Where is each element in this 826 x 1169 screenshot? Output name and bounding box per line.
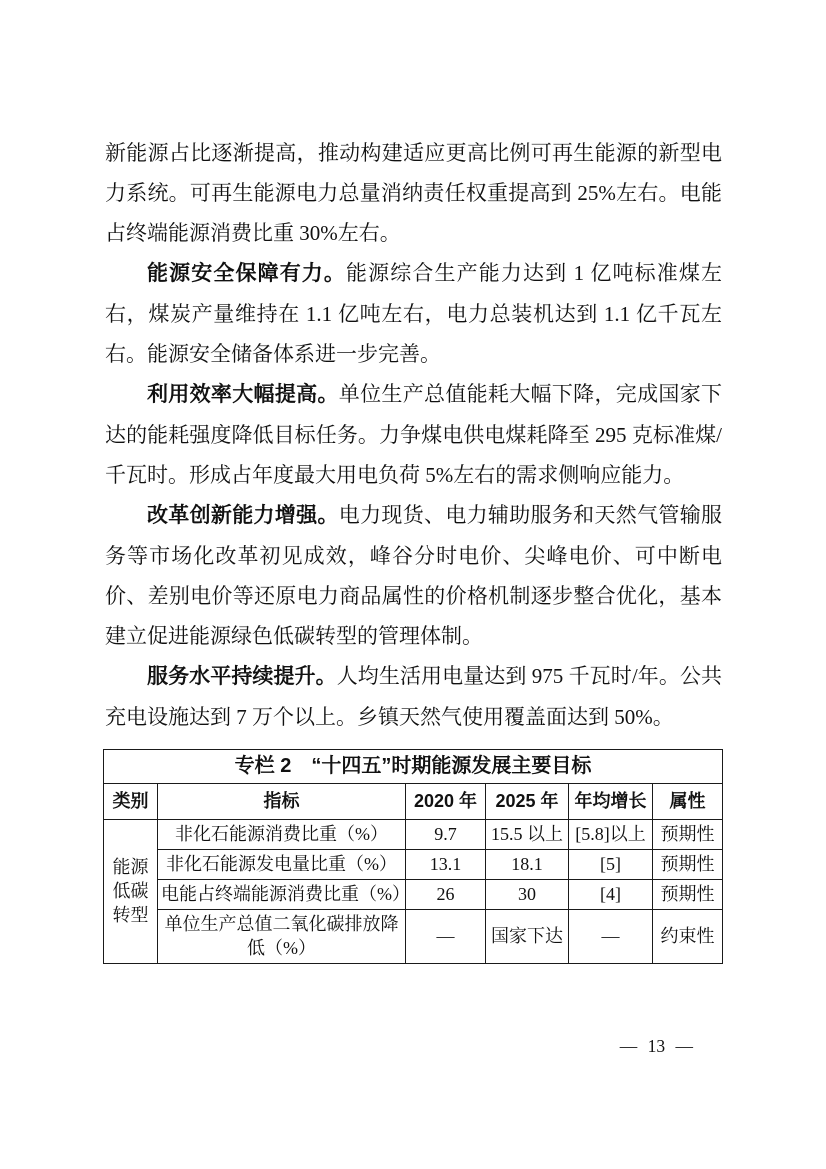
cell-2020: —: [406, 910, 486, 964]
table-row: [104, 910, 723, 964]
cell-2020: 9.7: [406, 820, 486, 850]
cell-attribute: 预期性: [653, 880, 723, 910]
cell-2025: 国家下达: [486, 910, 569, 964]
table-title: 专栏 2 “十四五”时期能源发展主要目标: [104, 750, 723, 784]
col-header-growth: 年均增长: [569, 784, 653, 820]
paragraph-text: 人均生活用电量达到 975 千瓦时/年。公共充电设施达到 7 万个以上。乡镇天然气使用覆盖面达到 50%。: [105, 664, 722, 729]
cell-2020: 13.1: [406, 850, 486, 880]
cell-2025: 30: [486, 880, 569, 910]
cell-2025: 15.5 以上: [486, 820, 569, 850]
col-header-2020: 2020 年: [406, 784, 486, 820]
col-header-indicator: 指标: [158, 784, 406, 820]
paragraph-text: 能源综合生产能力达到 1 亿吨标准煤左右，煤炭产量维持在 1.1 亿吨左右，电力总装机达到 1.1 亿千瓦左右。能源安全储备体系进一步完善。: [105, 261, 723, 366]
document-body: [105, 133, 722, 964]
paragraph-lead: 利用效率大幅提高。: [147, 383, 339, 406]
cell-2020: 26: [406, 880, 486, 910]
paragraph: [105, 374, 722, 495]
paragraph: [105, 253, 722, 374]
table-row: [104, 850, 723, 880]
col-header-attribute: 属性: [653, 784, 723, 820]
paragraph-lead: 服务水平持续提升。: [147, 665, 337, 688]
paragraph: [105, 133, 722, 253]
row-group-label: 能源低碳转型: [104, 820, 158, 964]
paragraph-lead: 改革创新能力增强。: [147, 504, 339, 527]
cell-attribute: 预期性: [653, 820, 723, 850]
paragraph-text: 新能源占比逐渐提高，推动构建适应更高比例可再生能源的新型电力系统。可再生能源电力总量消纳责任权重提高到 25%左右。电能占终端能源消费比重 30%左右。: [105, 141, 722, 245]
paragraph: [105, 656, 722, 737]
cell-growth: [4]: [569, 880, 653, 910]
table-title-row: [104, 750, 723, 784]
cell-2025: 18.1: [486, 850, 569, 880]
cell-indicator: 非化石能源发电量比重（%）: [158, 850, 406, 880]
table-header-row: [104, 784, 723, 820]
cell-attribute: 预期性: [653, 850, 723, 880]
goals-table: [103, 749, 723, 964]
cell-growth: —: [569, 910, 653, 964]
table-row: [104, 820, 723, 850]
page-number: — 13 —: [619, 1036, 693, 1056]
cell-indicator: 非化石能源消费比重（%）: [158, 820, 406, 850]
cell-attribute: 约束性: [653, 910, 723, 964]
cell-indicator: 单位生产总值二氧化碳排放降低（%）: [158, 910, 406, 964]
paragraph: [105, 495, 722, 656]
paragraph-lead: 能源安全保障有力。: [147, 262, 347, 285]
col-header-2025: 2025 年: [486, 784, 569, 820]
cell-growth: [5.8]以上: [569, 820, 653, 850]
col-header-category: 类别: [104, 784, 158, 820]
cell-indicator: 电能占终端能源消费比重（%）: [158, 880, 406, 910]
cell-growth: [5]: [569, 850, 653, 880]
paragraph-text: 电力现货、电力辅助服务和天然气管输服务等市场化改革初见成效，峰谷分时电价、尖峰电价、可中断电价、差别电价等还原电力商品属性的价格机制逐步整合优化，基本建立促进能源绿色低碳转型的管理体制。: [105, 503, 723, 648]
table-row: [104, 880, 723, 910]
paragraph-text: 单位生产总值能耗大幅下降，完成国家下达的能耗强度降低目标任务。力争煤电供电煤耗降至 295 克标准煤/千瓦时。形成占年度最大用电负荷 5%左右的需求侧响应能力。: [105, 382, 723, 487]
